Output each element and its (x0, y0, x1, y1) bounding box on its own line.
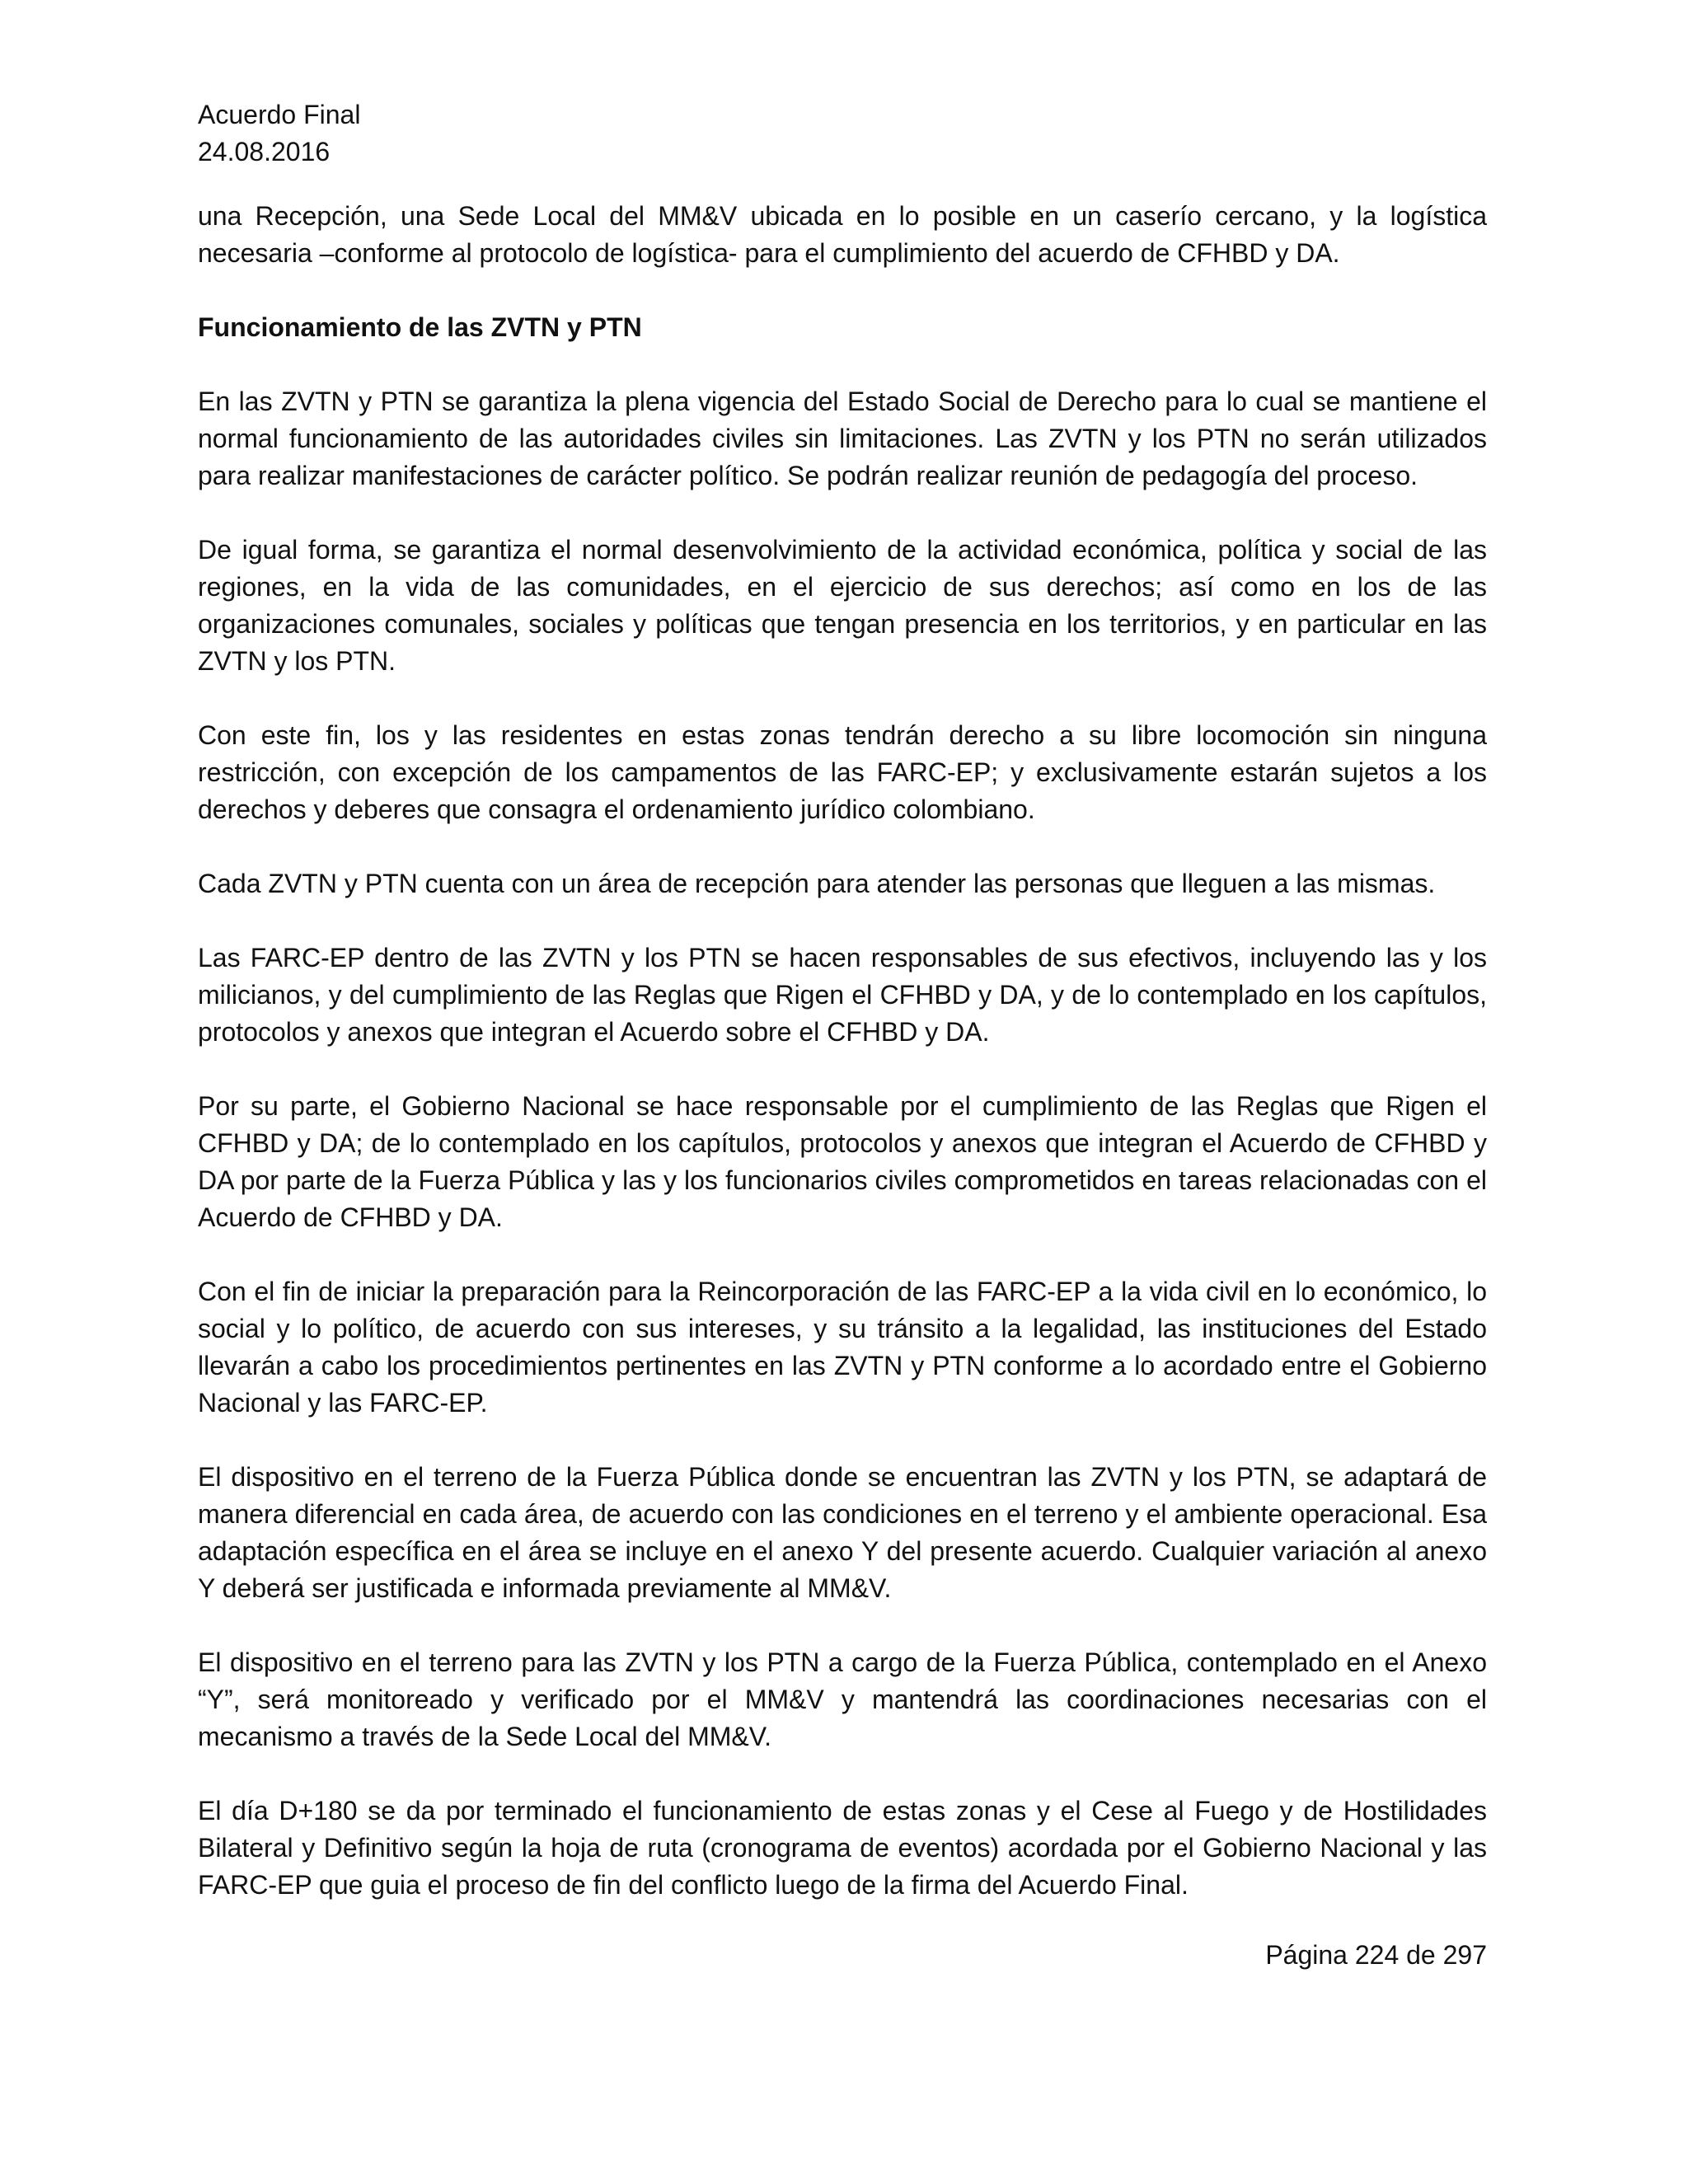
paragraph-reincorporacion: Con el fin de iniciar la preparación para la Reincorporación de las FARC-EP a la vida civil en lo económico, lo social y lo político, de acuerdo con sus intereses, y su tránsito a la legalidad, las instituciones del Estado llevarán a cabo los procedimientos pertinentes en las ZVTN y PTN conforme a lo acordado entre el Gobierno Nacional y las FARC-EP. (198, 1277, 1487, 1418)
paragraph-area-recepcion: Cada ZVTN y PTN cuenta con un área de recepción para atender las personas que lleguen a las mismas. (198, 869, 1436, 898)
paragraph-desenvolvimiento: De igual forma, se garantiza el normal desenvolvimiento de la actividad económica, política y social de las regiones, en la vida de las comunidades, en el ejercicio de sus derechos; así como en los de las organizaciones comunales, sociales y políticas que tengan presencia en los territorios, y en particular en las ZVTN y los PTN. (198, 535, 1487, 676)
paragraph-dispositivo-fuerza-publica: El dispositivo en el terreno de la Fuerza Pública donde se encuentran las ZVTN y los PTN, se adaptará de manera diferencial en cada área, de acuerdo con las condiciones en el terreno y el ambiente operacional. Esa adaptación específica en el área se incluye en el anexo Y del presente acuerdo. Cualquier variación al anexo Y deberá ser justificada e informada previamente al MM&V. (198, 1462, 1487, 1603)
paragraph-estado-social: En las ZVTN y PTN se garantiza la plena vigencia del Estado Social de Derecho para lo cual se mantiene el normal funcionamiento de las autoridades civiles sin limitaciones. Las ZVTN y los PTN no serán utilizados para realizar manifestaciones de carácter político. Se podrán realizar reunión de pedagogía del proceso. (198, 387, 1487, 490)
page-header (198, 96, 360, 171)
document-title: Acuerdo Final (198, 100, 361, 129)
paragraph-farc-responsables: Las FARC-EP dentro de las ZVTN y los PTN se hacen responsables de sus efectivos, incluyendo las y los milicianos, y del cumplimiento de las Reglas que Rigen el CFHBD y DA, y de lo contemplado en los capítulos, protocolos y anexos que integran el Acuerdo sobre el CFHBD y DA. (198, 943, 1487, 1047)
page-number: Página 224 de 297 (1265, 1940, 1487, 1970)
paragraph-continuation: una Recepción, una Sede Local del MM&V ubicada en lo posible en un caserío cercano, y la logística necesaria –conforme al protocolo de logística- para el cumplimiento del acuerdo de CFHBD y DA. (198, 201, 1487, 268)
document-body (198, 198, 1487, 1941)
section-heading: Funcionamiento de las ZVTN y PTN (198, 312, 642, 342)
paragraph-locomocion: Con este fin, los y las residentes en estas zonas tendrán derecho a su libre locomoción sin ninguna restricción, con excepción de los campamentos de las FARC-EP; y exclusivamente estarán sujetos a los derechos y deberes que consagra el ordenamiento jurídico colombiano. (198, 720, 1487, 824)
document-date: 24.08.2016 (198, 137, 331, 166)
paragraph-gobierno-responsable: Por su parte, el Gobierno Nacional se hace responsable por el cumplimiento de las Reglas que Rigen el CFHBD y DA; de lo contemplado en los capítulos, protocolos y anexos que integran el Acuerdo de CFHBD y DA por parte de la Fuerza Pública y las y los funcionarios civiles comprometidos en tareas relacionadas con el Acuerdo de CFHBD y DA. (198, 1091, 1487, 1232)
paragraph-terminacion: El día D+180 se da por terminado el funcionamiento de estas zonas y el Cese al Fuego y de Hostilidades Bilateral y Definitivo según la hoja de ruta (cronograma de eventos) acordada por el Gobierno Nacional y las FARC-EP que guia el proceso de fin del conflicto luego de la firma del Acuerdo Final. (198, 1796, 1487, 1900)
paragraph-monitoreo: El dispositivo en el terreno para las ZVTN y los PTN a cargo de la Fuerza Pública, contemplado en el Anexo “Y”, será monitoreado y verificado por el MM&V y mantendrá las coordinaciones necesarias con el mecanismo a través de la Sede Local del MM&V. (198, 1647, 1487, 1751)
